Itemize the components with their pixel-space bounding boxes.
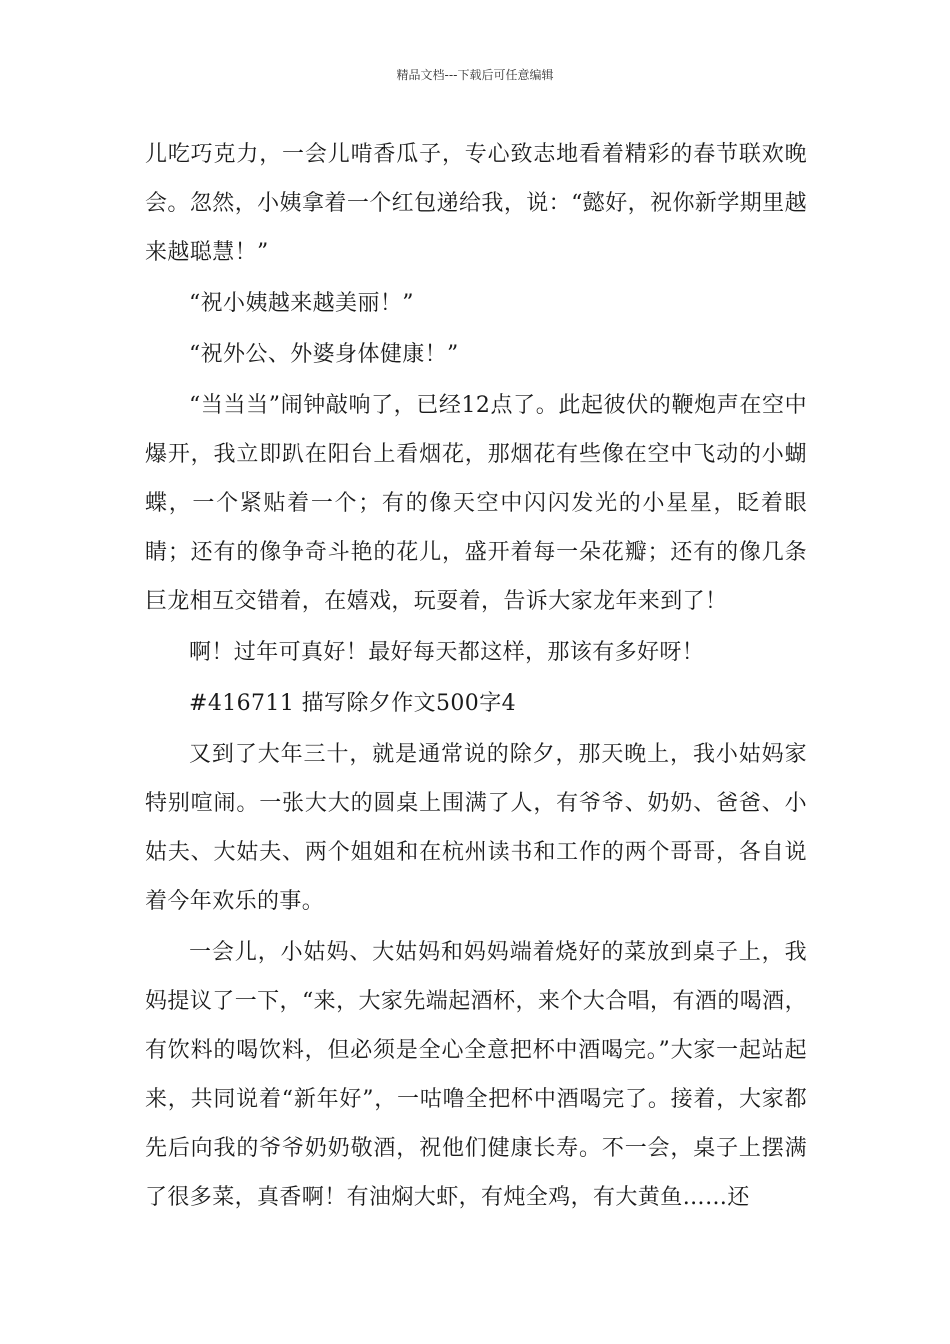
- paragraph-3: “祝外公、外婆身体健康！”: [189, 342, 459, 367]
- document-body: [145, 130, 807, 1224]
- paragraph-7: 一会儿，小姑妈、大姑妈和妈妈端着烧好的菜放到桌子上，我妈提议了一下，“来，大家先端起酒杯，来个大合唱，有酒的喝酒，有饮料的喝饮料，但必须是全心全意把杯中酒喝完。”大家一起站起来，共同说着“新年好”，一咕噜全把杯中酒喝完了。接着，大家都先后向我的爷爷奶奶敬酒，祝他们健康长寿。不一会，桌子上摆满了很多菜，真香啊！有油焖大虾，有炖全鸡，有大黄鱼……还: [145, 940, 807, 1210]
- paragraph-1: 儿吃巧克力，一会儿啃香瓜子，专心致志地看着精彩的春节联欢晚会。忽然，小姨拿着一个红包递给我，说：“懿好，祝你新学期里越来越聪慧！”: [145, 142, 807, 265]
- section-heading: #416711 描写除夕作文500字4: [189, 691, 516, 716]
- paragraph-4: “当当当”闹钟敲响了，已经12点了。此起彼伏的鞭炮声在空中爆开，我立即趴在阳台上看烟花，那烟花有些像在空中飞动的小蝴蝶，一个紧贴着一个；有的像天空中闪闪发光的小星星，眨着眼睛；还有的像争奇斗艳的花儿，盛开着每一朵花瓣；还有的像几条巨龙相互交错着，在嬉戏，玩耍着，告诉大家龙年来到了！: [145, 393, 807, 614]
- paragraph-5: 啊！过年可真好！最好每天都这样，那该有多好呀！: [189, 640, 705, 665]
- page-header: 精品文档---下载后可任意编辑: [396, 68, 554, 82]
- paragraph-6: 又到了大年三十，就是通常说的除夕，那天晚上，我小姑妈家特别喧闹。一张大大的圆桌上围满了人，有爷爷、奶奶、爸爸、小姑夫、大姑夫、两个姐姐和在杭州读书和工作的两个哥哥，各自说着今年欢乐的事。: [145, 742, 807, 914]
- paragraph-2: “祝小姨越来越美丽！”: [189, 291, 414, 316]
